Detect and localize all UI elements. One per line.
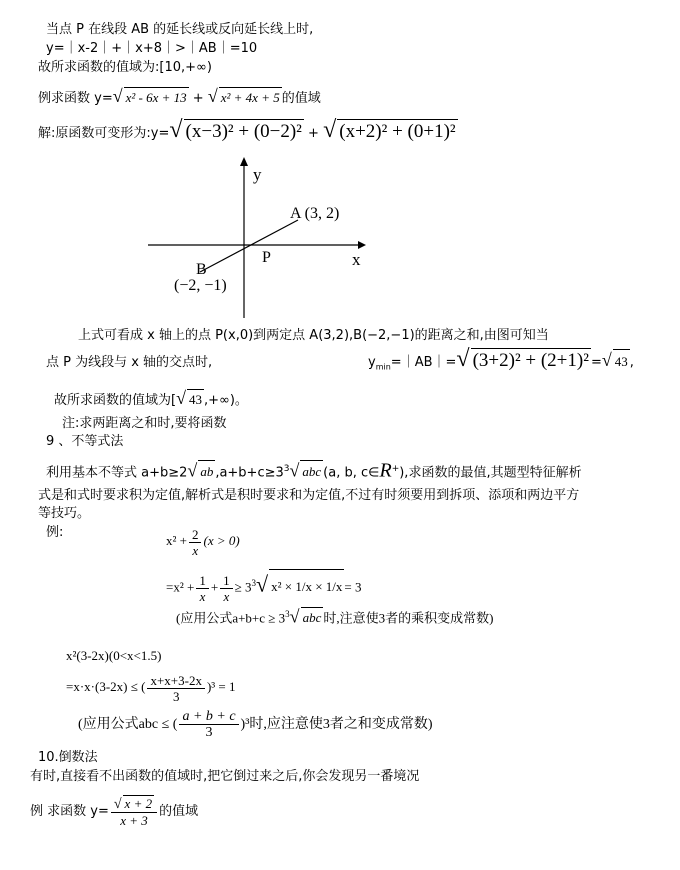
ab-length: =｜AB｜= [390,355,457,370]
f3-denominator: 3 [205,725,213,741]
e1-part-a: x² + [166,533,187,548]
ineq-part-a: 利用基本不等式 a+b≥2 [46,465,188,481]
e2-part-a: =x² + [166,579,195,595]
point-b-coords: (−2, −1) [174,277,227,294]
range-sqrt-43: 43 [187,389,204,410]
coordinate-diagram [140,150,380,325]
example-1-line-2 [166,566,362,604]
point-a-label: A (3, 2) [290,205,340,222]
e1-numerator: 2 [189,527,202,543]
min-distance-formula [368,347,634,380]
radical-sign-icon: √ [113,797,122,812]
e3-part-a: (应用公式a+b+c ≥ 3 [176,610,286,626]
e2-numerator-2: 1 [220,573,233,589]
comma: , [629,355,634,370]
e2-numerator-1: 1 [196,573,209,589]
solution-radicand-1: (x−3)² + (0−2)² [185,121,302,142]
solution-radicand-2: (x+2)² + (0+1)² [339,121,456,142]
ineq-cbrt-abc: abc [300,460,323,483]
e1-condition: (x > 0) [203,533,240,548]
example-function [38,86,321,109]
example-1-line-1 [166,524,240,558]
segment-ab [200,220,298,272]
text-line-2: y=｜x-2｜+｜x+8｜>｜AB｜=10 [46,41,258,56]
text-line-1: 当点 P 在线段 AB 的延长线或反向延长线上时, [46,22,314,37]
point-p-label: P [262,249,271,266]
section-9-title: 9 、不等式法 [46,434,124,449]
section-9-line-3: 等技巧。 [38,506,91,521]
e3-radicand: abc [301,607,324,628]
radical-sign-icon: √ [456,346,470,372]
example-10 [30,794,198,830]
radical-sign-icon: √ [323,117,337,143]
range-prefix: 故所求函数的值域为[ [54,393,177,408]
f3-part-b: )³时,应注意使3者之和变成常数) [240,717,433,732]
radical-sign-icon: √ [256,571,269,597]
point-b-label: B [196,261,207,278]
radical-sign-icon: √ [176,388,186,408]
e2-root-index: 3 [251,578,257,588]
section-9-line-1 [46,458,582,484]
e3-part-b: 时,注意使3者的乘积变成常数) [323,610,494,626]
solution-line [38,118,458,146]
section-10-line: 有时,直接看不出函数的值域时,把它倒过来之后,你会发现另一番境况 [30,769,420,784]
e3-root-index: 3 [285,609,290,619]
x-axis-label: x [352,250,361,269]
radical-sign-icon: √ [187,460,198,481]
range-line [54,388,248,411]
radical-sign-icon: √ [289,606,300,627]
f3-part-a: (应用公式abc ≤ ( [78,717,178,732]
example-prefix: 例求函数 y= [38,91,113,106]
y-axis-label: y [253,165,262,184]
ex10-denominator: x + 3 [120,813,148,828]
radical-sign-icon: √ [169,117,183,143]
e2-result: = 3 [344,579,362,595]
ab-radicand: (3+2)² + (2+1)² [472,350,589,371]
range-suffix: ,+∞)。 [203,393,248,408]
x-axis-arrow-icon [358,241,366,249]
paragraph-distance-2: 点 P 为线段与 x 轴的交点时, [46,355,213,370]
ineq-sqrt-ab: ab [198,460,215,483]
real-set-symbol: R [379,459,392,482]
f2-part-a: =x·x·(3-2x) ≤ ( [66,679,146,694]
radical-sign-icon: √ [112,86,123,106]
example-1-note [176,604,493,628]
example-plus: + [192,91,204,106]
f2-denominator: 3 [172,688,180,704]
section-10-title: 10.倒数法 [38,750,98,765]
example-suffix: 的值域 [281,91,321,106]
f3-numerator: a + b + c [179,709,238,725]
example-2-line-1: x²(3-2x)(0<x<1.5) [66,648,162,663]
example-2-note [78,708,433,742]
example-radicand-1: x² - 6x + 13 [124,87,189,108]
y-symbol: y [368,355,376,370]
radical-sign-icon: √ [207,86,218,106]
f2-numerator: x+x+3-2x [147,673,205,689]
y-axis-arrow-icon [240,157,248,166]
e2-ge: ≥ 3 [234,579,252,595]
solution-prefix: 解:原函数可变形为:y= [38,126,170,141]
cube-root-index: 3 [283,464,290,474]
e2-denominator-1: x [199,588,206,604]
solution-plus: + [308,126,319,141]
ex10-numerator: x + 2 [124,796,153,811]
note-line: 注:求两距离之和时,要将函数 [62,416,227,431]
text-line-3: 故所求函数的值域为:[10,+∞) [38,60,212,75]
section-9-line-2: 式是和式时要求积为定值,解析式是积时要求和为定值,不过有时须要用到拆项、添项和两边平方 [38,488,580,503]
ex10-part-a: 例 求函数 y= [30,804,109,819]
radical-sign-icon: √ [601,350,612,370]
radical-sign-icon: √ [289,460,300,481]
e1-denominator: x [192,542,199,558]
paragraph-distance-1: 上式可看成 x 轴上的点 P(x,0)到两定点 A(3,2),B(−2,−1)的距离之和,由图可知当 [78,328,549,343]
e2-plus: + [210,579,219,595]
plus-superscript: + [391,464,400,474]
ex10-part-b: 的值域 [159,804,199,819]
sqrt-43: 43 [613,349,630,374]
example-2-line-2 [66,670,236,704]
e2-denominator-2: x [223,588,230,604]
example-label: 例: [46,525,64,540]
f2-part-b: )³ = 1 [206,679,236,694]
ineq-part-b: ,a+b+c≥3 [215,465,284,481]
e2-radicand: x² × 1/x × 1/x [269,569,344,604]
ineq-part-d: ),求函数的最值,其题型特征解析 [399,465,582,481]
ineq-part-c: (a, b, c∈ [323,465,380,481]
min-subscript: min [375,362,391,372]
equals-sign: = [590,355,602,370]
example-radicand-2: x² + 4x + 5 [219,87,282,108]
